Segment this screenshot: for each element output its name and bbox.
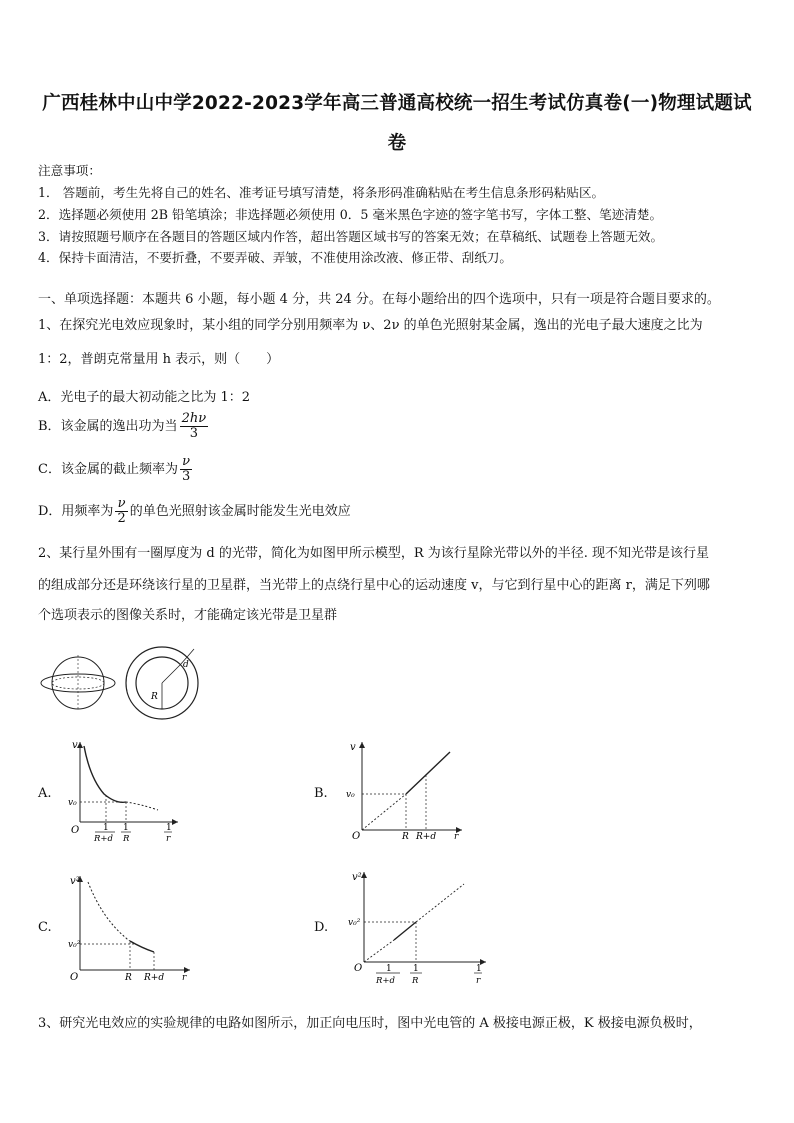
- q2-option-b-label: B.: [314, 786, 328, 801]
- graph-b-origin: O: [352, 831, 361, 842]
- q1-option-d-numerator: ν: [115, 497, 127, 512]
- q3-stem-line-1: 3、研究光电效应的实验规律的电路如图所示，加正向电压时，图中光电管的 A 极接电源正极，K 极接电源负极时，: [38, 1016, 702, 1031]
- q2-option-d-label: D.: [314, 920, 329, 935]
- graph-d-x2-den: R: [412, 976, 419, 986]
- graph-a-x2-den: R: [123, 834, 130, 844]
- graph-d-x-axis-den: r: [476, 976, 481, 986]
- q2-stem-line-3: 个选项表示的图像关系时，才能确定该光带是卫星群: [38, 608, 338, 623]
- title-line-1: 广西桂林中山中学2022-2023学年高三普通高校统一招生考试仿真卷(一)物理试题试: [42, 93, 752, 114]
- graph-d-x1-den: R+d: [376, 976, 395, 986]
- graph-a-x2-num: 1: [123, 823, 129, 833]
- q1-option-b-numerator: 2hν: [181, 411, 207, 426]
- graph-d-origin: O: [354, 963, 363, 974]
- title-line-2: 卷: [387, 133, 407, 154]
- graph-a-v0-label: v₀: [68, 798, 77, 808]
- q2-stem-line-1: 2、某行星外围有一圈厚度为 d 的光带，简化为如图甲所示模型，R 为该行星除光带以外的半径. 现不知光带是该行星: [38, 546, 710, 561]
- planet-3d-sketch: [41, 655, 115, 711]
- graph-c-y-label: v²: [70, 876, 80, 887]
- graph-a-x-axis-den: r: [166, 834, 171, 844]
- q1-option-d-fraction: [115, 497, 127, 526]
- q1-option-d-suffix: 的单色光照射该金属时能发生光电效应: [129, 504, 351, 519]
- graph-a-x-axis-num: 1: [166, 823, 172, 833]
- q1-option-c: [38, 455, 194, 484]
- section-1-heading: 一、单项选择题：本题共 6 小题，每小题 4 分，共 24 分。在每小题给出的四个选项中，只有一项是符合题目要求的。: [38, 292, 720, 307]
- q2-option-c-label: C.: [38, 920, 52, 935]
- q1-option-c-denominator: 3: [181, 469, 191, 484]
- graph-b-v0-label: v₀: [346, 790, 355, 800]
- q1-option-a: A．光电子的最大初动能之比为 1：2: [38, 390, 251, 405]
- graph-b-x1-label: R: [402, 832, 409, 842]
- q1-option-b-denominator: 3: [189, 426, 198, 441]
- graph-c: [68, 872, 198, 982]
- graph-c-x2-label: R+d: [144, 973, 165, 982]
- q1-option-d: [38, 497, 351, 526]
- planet-radius-label: R: [151, 692, 158, 702]
- q2-option-a-label: A.: [38, 786, 52, 801]
- graph-c-x-axis-label: r: [182, 973, 187, 982]
- graph-a: [68, 738, 188, 848]
- graph-a-x1-num: 1: [103, 823, 109, 833]
- q1-stem-line-2: 1：2，普朗克常量用 h 表示，则（ ）: [38, 352, 280, 367]
- exam-title: [30, 84, 764, 164]
- q1-option-b: [38, 412, 210, 441]
- graph-b-x2-label: R+d: [416, 832, 437, 842]
- q1-option-c-numerator: ν: [180, 455, 192, 470]
- planet-ring-figure: [38, 645, 208, 725]
- q1-stem-line-1: 1、在探究光电效应现象时，某小组的同学分别用频率为 ν、2ν 的单色光照射某金属，逸出的光电子最大速度之比为: [38, 318, 703, 333]
- graph-b: [340, 738, 470, 848]
- q1-option-d-denominator: 2: [117, 511, 126, 526]
- graph-a-origin: O: [71, 825, 80, 836]
- graph-c-origin: O: [70, 972, 79, 982]
- notice-heading: 注意事项：: [38, 163, 101, 178]
- graph-a-x1-den: R+d: [94, 834, 113, 844]
- graph-d-y-label: v²: [352, 872, 362, 883]
- graph-d: [340, 866, 490, 988]
- graph-c-v0-label: v₀²: [68, 940, 81, 950]
- graph-d-x2-num: 1: [413, 964, 419, 974]
- ring-thickness-label: d: [183, 660, 189, 670]
- graph-d-x-axis-num: 1: [476, 964, 482, 974]
- notice-item-2: 2．选择题必须使用 2B 铅笔填涂；非选择题必须使用 0．5 毫米黑色字迹的签字笔书写，字体工整、笔迹清楚。: [38, 207, 663, 222]
- graph-d-x1-num: 1: [386, 964, 392, 974]
- graph-b-y-label: v: [350, 742, 356, 753]
- ring-cross-section: [126, 647, 198, 719]
- q1-option-b-fraction: [180, 412, 209, 441]
- q2-stem-line-2: 的组成部分还是环绕该行星的卫星群，当光带上的点绕行星中心的运动速度 v，与它到行星中心的距离 r，满足下列哪: [38, 578, 710, 593]
- q1-option-c-text: C．该金属的截止频率为: [38, 462, 178, 477]
- q1-option-b-text: B．该金属的逸出功为当: [38, 419, 178, 434]
- notice-item-3: 3．请按照题号顺序在各题目的答题区域内作答，超出答题区域书写的答案无效；在草稿纸、试题卷上答题无效。: [38, 229, 664, 244]
- q1-option-c-fraction: [180, 455, 192, 484]
- graph-c-x1-label: R: [125, 973, 132, 982]
- graph-b-x-axis-label: r: [454, 832, 459, 842]
- q1-option-d-text: D．用频率为: [38, 504, 114, 519]
- notice-item-1: 1． 答题前，考生先将自己的姓名、准考证号填写清楚，将条形码准确粘贴在考生信息条形码粘贴区。: [38, 185, 605, 200]
- graph-a-y-label: v: [72, 740, 78, 751]
- graph-d-v0-label: v₀²: [348, 918, 361, 928]
- notice-item-4: 4．保持卡面清洁，不要折叠，不要弄破、弄皱，不准使用涂改液、修正带、刮纸刀。: [38, 250, 512, 265]
